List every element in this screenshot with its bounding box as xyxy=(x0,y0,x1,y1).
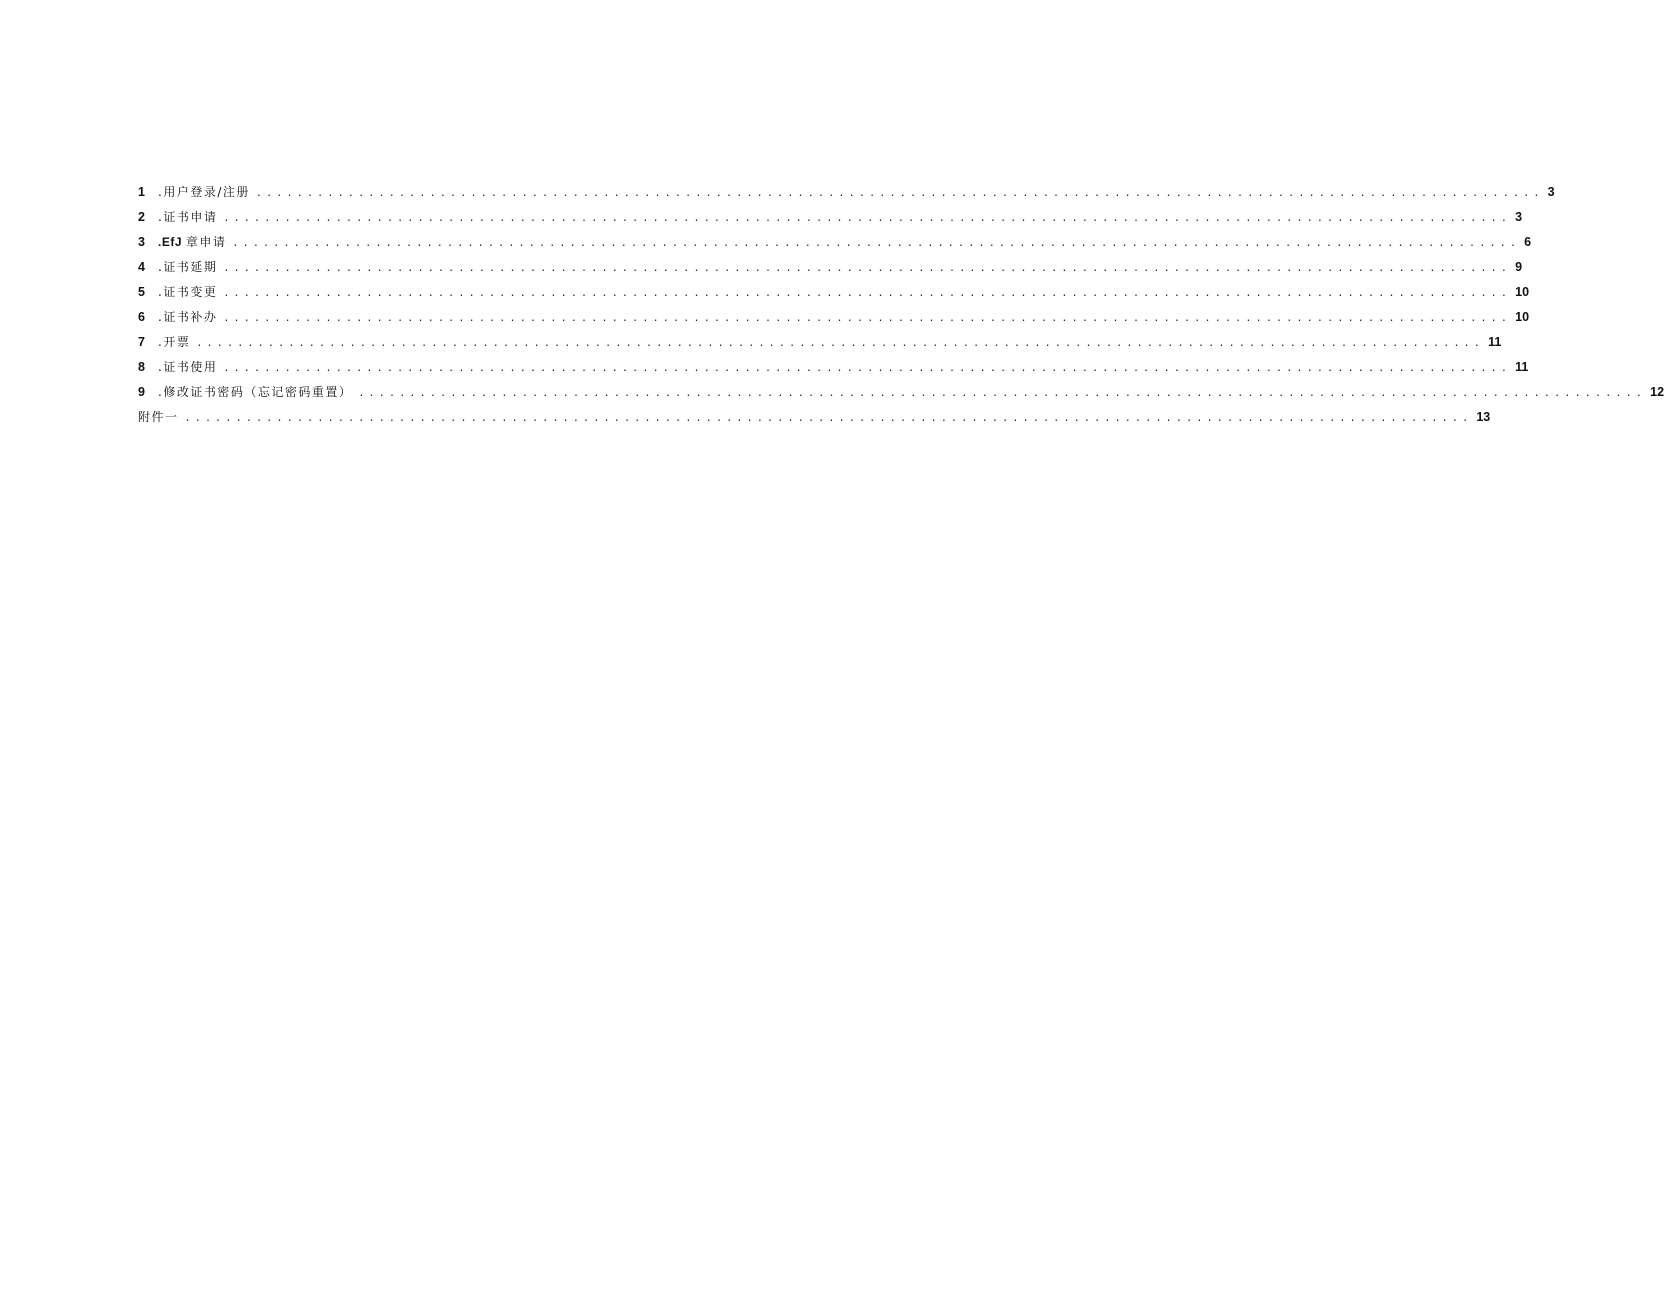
toc-leader-dots: .............................................................................................................................. xyxy=(223,363,1512,374)
toc-entry-page: 3 xyxy=(1515,210,1523,224)
toc-entry-8[interactable] xyxy=(138,357,1529,382)
toc-entry-title: .证书补办 xyxy=(158,310,218,324)
toc-entry-title: .开票 xyxy=(158,335,191,349)
toc-entry-title xyxy=(158,232,226,252)
table-of-contents xyxy=(138,182,1664,432)
toc-leader-dots: .............................................................................................................................. xyxy=(196,338,1485,349)
toc-entry-number: 5 xyxy=(138,285,145,299)
toc-entry-page: 6 xyxy=(1524,235,1532,249)
toc-entry-number: 1 xyxy=(138,185,145,199)
toc-leader-dots: .............................................................................................................................. xyxy=(232,238,1521,249)
toc-entry-title: 附件一 xyxy=(138,410,179,424)
toc-entry-3[interactable] xyxy=(138,232,1532,257)
toc-entry-9[interactable] xyxy=(138,382,1664,407)
toc-entry-number: 2 xyxy=(138,210,145,224)
toc-entry-title: .修改证书密码（忘记密码重置） xyxy=(158,385,353,399)
toc-entry-appendix[interactable] xyxy=(138,407,1491,432)
toc-entry-title-prefix: .EfJ xyxy=(158,235,183,249)
toc-entry-title: .用户登录/注册 xyxy=(158,185,250,199)
toc-leader-dots: .............................................................................................................................. xyxy=(223,263,1512,274)
toc-entry-1[interactable] xyxy=(138,182,1555,207)
toc-leader-dots: .............................................................................................................................. xyxy=(223,288,1512,299)
toc-entry-page: 10 xyxy=(1515,285,1530,299)
toc-entry-number: 8 xyxy=(138,360,145,374)
toc-entry-title-rest: 章申请 xyxy=(185,235,227,249)
toc-entry-7[interactable] xyxy=(138,332,1502,357)
toc-leader-dots: .............................................................................................................................. xyxy=(255,188,1544,199)
toc-entry-5[interactable] xyxy=(138,282,1530,307)
toc-leader-dots: .............................................................................................................................. xyxy=(184,413,1473,424)
toc-entry-title: .证书申请 xyxy=(158,210,218,224)
toc-entry-6[interactable] xyxy=(138,307,1530,332)
toc-entry-page: 11 xyxy=(1488,335,1502,349)
toc-leader-dots: .............................................................................................................................. xyxy=(223,213,1512,224)
toc-entry-page: 9 xyxy=(1515,260,1523,274)
toc-leader-dots: .............................................................................................................................. xyxy=(358,388,1647,399)
toc-entry-page: 10 xyxy=(1515,310,1530,324)
toc-leader-dots: .............................................................................................................................. xyxy=(223,313,1512,324)
toc-entry-title: .证书变更 xyxy=(158,285,218,299)
toc-entry-page: 12 xyxy=(1650,385,1664,399)
toc-entry-number: 3 xyxy=(138,235,145,249)
toc-entry-4[interactable] xyxy=(138,257,1523,282)
toc-entry-page: 11 xyxy=(1515,360,1529,374)
toc-entry-number: 7 xyxy=(138,335,145,349)
toc-entry-page: 13 xyxy=(1476,410,1491,424)
toc-entry-number: 9 xyxy=(138,385,145,399)
toc-entry-page: 3 xyxy=(1547,185,1555,199)
toc-entry-title: .证书使用 xyxy=(158,360,218,374)
toc-entry-number: 6 xyxy=(138,310,145,324)
toc-entry-number: 4 xyxy=(138,260,145,274)
toc-entry-2[interactable] xyxy=(138,207,1523,232)
toc-entry-title: .证书延期 xyxy=(158,260,218,274)
